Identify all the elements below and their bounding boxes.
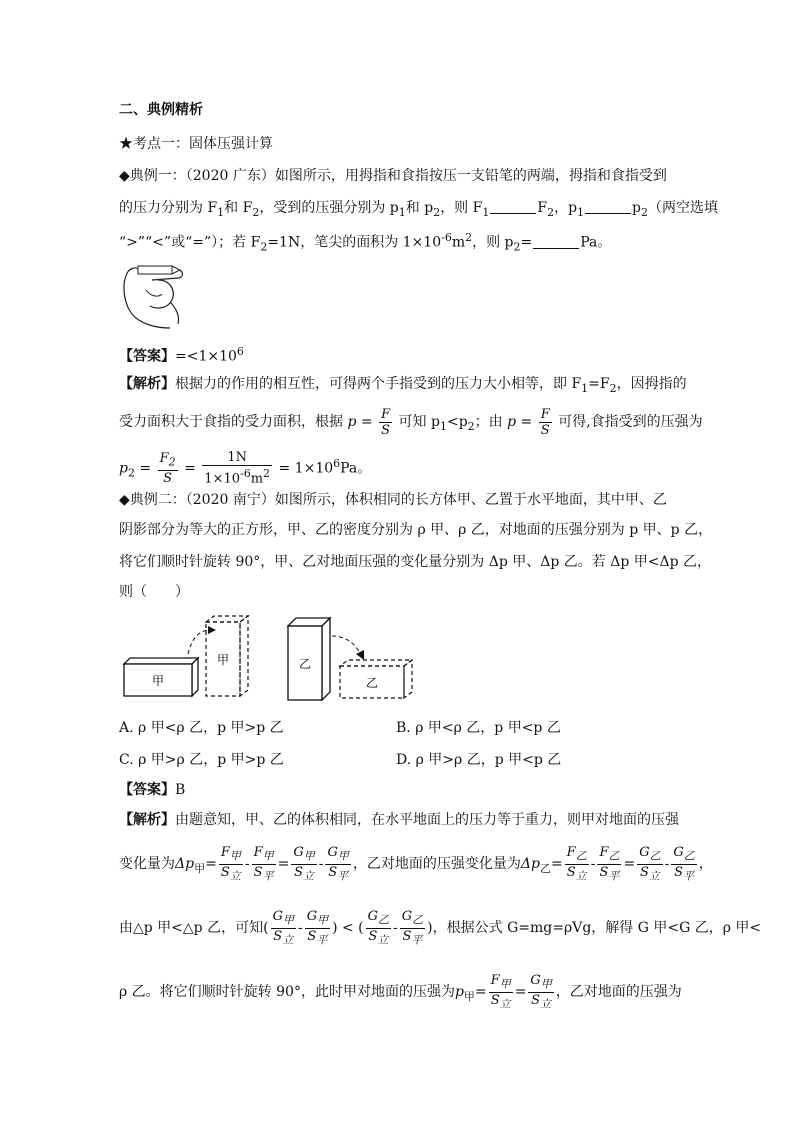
analysis2-line2: 变化量为$\Delta p_甲=$ $\frac{F_甲}{S_立}$ - $\frac{F_甲}{S_平}$ = $\frac{G_甲}{S_立}$ - $\frac{G_甲}{S_平}$ ，乙对地面的压强变化量为$\Delta p_乙=$ $\frac{F_乙}{S_立}$ - $\frac{F_乙}{S_平}$ = $\frac{G_乙}{S_立}$ - $\frac{G_乙}{S_平}$ ， bbox=[119, 844, 713, 883]
rotation-figure bbox=[118, 614, 418, 704]
analysis2-line4: ρ 乙。将它们顺时针旋转 90°，此时甲对地面的压强为$p_甲=$ $\frac{F_甲}{S_立}$ = $\frac{G_甲}{S_立}$ ，乙对地面的压强为 bbox=[119, 972, 682, 1011]
answer1: 【答案】$=<1\times 10^6$ bbox=[119, 345, 244, 365]
svg-text:甲: 甲 bbox=[151, 674, 165, 688]
example2-line1: ◆典例二：（2020 南宁）如图所示，体积相同的长方体甲、乙置于水平地面，其中甲、乙 bbox=[119, 492, 667, 508]
answer-blank-2[interactable] bbox=[585, 199, 631, 214]
option-c[interactable]: C. ρ 甲>ρ 乙，p 甲>p 乙 bbox=[119, 752, 284, 768]
svg-text:甲: 甲 bbox=[216, 653, 230, 667]
answer2: 【答案】B bbox=[119, 782, 186, 798]
analysis1-line2: 受力面积大于食指的受力面积，根据 p = $\frac{F}{S}$ 可知 $p_1<p_2$；由 p = $\frac{F}{S}$ 可得,食指受到的压强为 bbox=[119, 406, 703, 438]
analysis2-line1: 【解析】由题意知，甲、乙的体积相同，在水平地面上的压力等于重力，则甲对地面的压强 bbox=[119, 812, 679, 828]
section-title: 二、典例精析 bbox=[119, 102, 203, 118]
example1-line2: 的压力分别为 $F_1$和 $F_2$，受到的压强分别为 $p_1$和 $p_2$，则 $F_1$ $F_2$，$p_1$ $p_2$（两空选填 bbox=[119, 200, 719, 219]
example1-line1: ◆典例一：（2020 广东）如图所示，用拇指和食指按压一支铅笔的两端，拇指和食指受到 bbox=[119, 168, 667, 184]
option-d[interactable]: D. ρ 甲>ρ 乙，p 甲<p 乙 bbox=[396, 752, 562, 768]
option-b[interactable]: B. ρ 甲<ρ 乙，p 甲<p 乙 bbox=[396, 720, 561, 736]
option-a[interactable]: A. ρ 甲<ρ 乙，p 甲>p 乙 bbox=[119, 720, 284, 736]
block-yi-original bbox=[288, 618, 330, 700]
svg-text:乙: 乙 bbox=[365, 676, 379, 690]
hand-pencil-figure bbox=[118, 256, 190, 332]
example2-line4: 则（ ） bbox=[119, 584, 189, 600]
svg-text:乙: 乙 bbox=[298, 657, 312, 671]
example1-line3: “>”“<”或“=”）；若 $F_2=1N$，笔尖的面积为 $1\times 10^{-6}m^2$，则 $p_2= Pa$。 bbox=[119, 231, 612, 254]
analysis2-line3: 由△p 甲<△p 乙，可知( $\frac{G_甲}{S_立}$ - $\frac{G_甲}{S_平}$ ) < ( $\frac{G_乙}{S_立}$ - $\frac{G_乙}{S_平}$ )，根据公式 G=mg=ρVg，解得 G 甲<G 乙，ρ 甲< bbox=[119, 908, 762, 947]
answer-blank-3[interactable] bbox=[533, 234, 579, 249]
example2-line2: 阴影部分为等大的正方形，甲、乙的密度分别为 ρ 甲、ρ 乙，对地面的压强分别为 p 甲、p 乙， bbox=[119, 522, 713, 538]
block-jia-original bbox=[124, 658, 198, 696]
analysis1-formula: $p_2$ = $\frac{F_2}{S}$ = $\frac{1N}{1\times 10^{-6}m^2}$ = $1\times 10^6Pa$。 bbox=[119, 450, 372, 487]
topic-heading: ★考点一：固体压强计算 bbox=[119, 136, 273, 152]
analysis1-line1: 【解析】根据力的作用的相互性，可得两个手指受到的压力大小相等，即 $F_1=F_2$，因拇指的 bbox=[119, 376, 687, 395]
answer-blank-1[interactable] bbox=[490, 199, 536, 214]
example2-line3: 将它们顺时针旋转 90°，甲、乙对地面压强的变化量分别为 Δp 甲、Δp 乙。若 Δp 甲<Δp 乙， bbox=[119, 554, 711, 570]
